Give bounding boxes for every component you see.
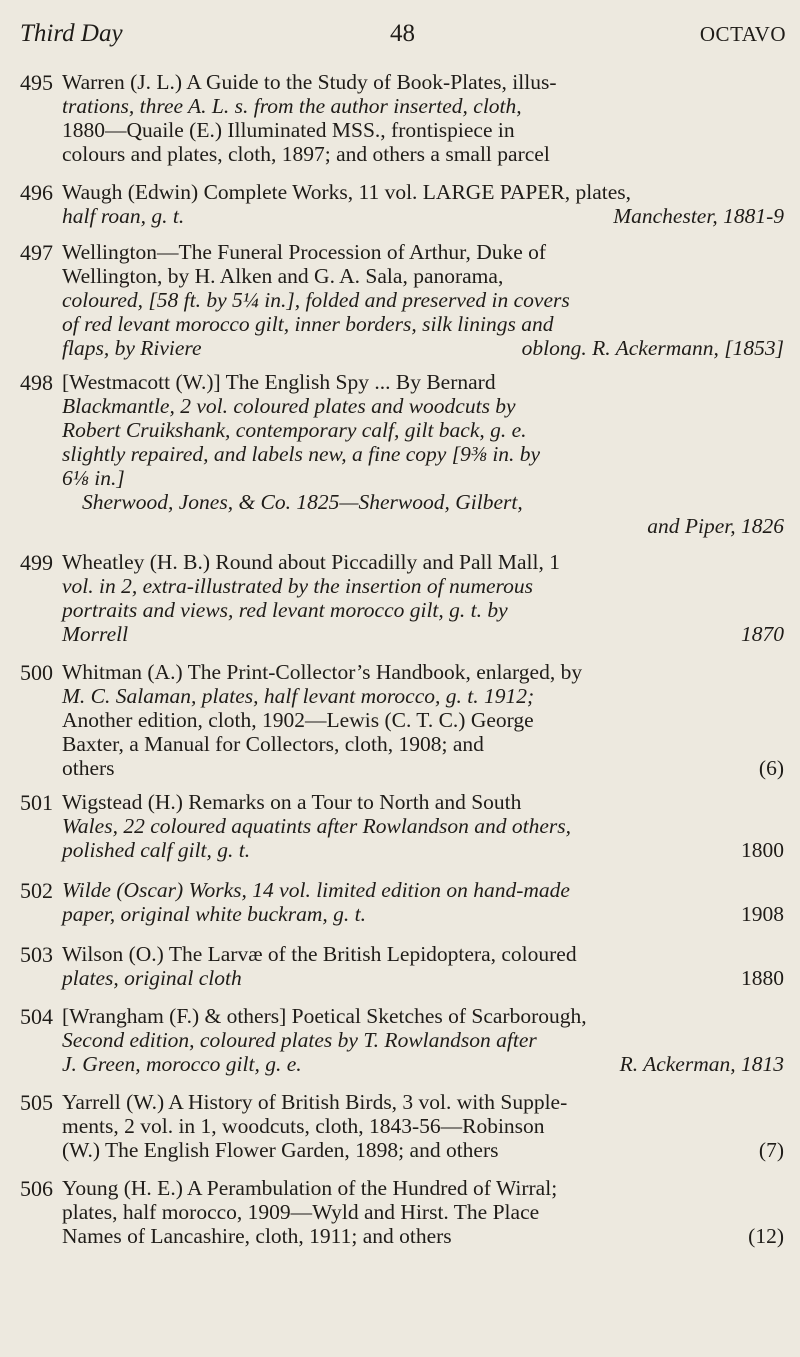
format-label: OCTAVO xyxy=(699,22,786,46)
section-title: Third Day xyxy=(20,20,123,47)
lot-line: and Piper, 1826 xyxy=(647,514,784,538)
lot-line xyxy=(62,838,784,862)
lot-line: Wellington—The Funeral Procession of Arthur, Duke of xyxy=(62,240,547,264)
lot-binding: Morrell xyxy=(62,622,129,646)
lot-line: Robert Cruikshank, contemporary calf, gilt back, g. e. xyxy=(62,418,527,442)
lot-description xyxy=(62,1090,784,1162)
lot-description xyxy=(62,70,784,166)
lot-line xyxy=(62,966,784,990)
lot-line: Sherwood, Jones, & Co. 1825—Sherwood, Gilbert, xyxy=(82,490,523,514)
lot-number: 501 xyxy=(20,790,53,815)
lot-line: Baxter, a Manual for Collectors, cloth, 1908; and xyxy=(62,732,484,756)
lot-line: Young (H. E.) A Perambulation of the Hundred of Wirral; xyxy=(62,1176,558,1200)
lot-binding: plates, original cloth xyxy=(62,966,242,990)
lot-description xyxy=(62,1176,784,1248)
lot-line: Blackmantle, 2 vol. coloured plates and woodcuts by xyxy=(62,394,516,418)
lot-line: [Westmacott (W.)] The English Spy ... By Bernard xyxy=(62,370,496,394)
lot-binding: polished calf gilt, g. t. xyxy=(62,838,251,862)
lot-binding: flaps, by Riviere xyxy=(62,336,202,360)
lot-description xyxy=(62,790,784,862)
lot-line: Wigstead (H.) Remarks on a Tour to North and South xyxy=(62,790,522,814)
lot-line xyxy=(62,756,784,780)
lot-description xyxy=(62,1004,784,1076)
lot-line: vol. in 2, extra-illustrated by the insertion of numerous xyxy=(62,574,533,598)
lot-number: 498 xyxy=(20,370,53,395)
lot-imprint: Manchester, 1881-9 xyxy=(613,204,784,228)
lot-description xyxy=(62,180,784,228)
lot-line: of red levant morocco gilt, inner borders, silk linings and xyxy=(62,312,554,336)
lot-imprint: 1800 xyxy=(741,838,784,862)
lot-line: Wheatley (H. B.) Round about Piccadilly and Pall Mall, 1 xyxy=(62,550,560,574)
lot-description xyxy=(62,240,784,360)
lot-imprint: 1880 xyxy=(741,966,784,990)
lot-line: plates, half morocco, 1909—Wyld and Hirst. The Place xyxy=(62,1200,540,1224)
lot-number: 506 xyxy=(20,1176,53,1201)
lot-line: Wilson (O.) The Larvæ of the British Lepidoptera, coloured xyxy=(62,942,577,966)
lot-line xyxy=(62,1224,784,1248)
lot-binding: J. Green, morocco gilt, g. e. xyxy=(62,1052,302,1076)
lot-imprint: oblong. R. Ackermann, [1853] xyxy=(521,336,784,360)
lot-number: 503 xyxy=(20,942,53,967)
lot-line xyxy=(62,1052,784,1076)
lot-line: Wilde (Oscar) Works, 14 vol. limited edition on hand-made xyxy=(62,878,570,902)
lot-number: 504 xyxy=(20,1004,53,1029)
lot-number: 497 xyxy=(20,240,53,265)
lot-imprint: 1870 xyxy=(741,622,784,646)
lot-line: trations, three A. L. s. from the author inserted, cloth, xyxy=(62,94,522,118)
lot-number: 499 xyxy=(20,550,53,575)
lot-binding: paper, original white buckram, g. t. xyxy=(62,902,366,926)
lot-line xyxy=(62,204,784,228)
page-number: 48 xyxy=(390,20,415,47)
lot-number: 500 xyxy=(20,660,53,685)
lot-number: 496 xyxy=(20,180,53,205)
lot-line: [Wrangham (F.) & others] Poetical Sketches of Scarborough, xyxy=(62,1004,587,1028)
lot-line: 1880—Quaile (E.) Illuminated MSS., frontispiece in xyxy=(62,118,515,142)
lot-line: Second edition, coloured plates by T. Rowlandson after xyxy=(62,1028,537,1052)
lot-line: ments, 2 vol. in 1, woodcuts, cloth, 1843-56—Robinson xyxy=(62,1114,545,1138)
lot-line: Another edition, cloth, 1902—Lewis (C. T. C.) George xyxy=(62,708,534,732)
lot-line: Wales, 22 coloured aquatints after Rowlandson and others, xyxy=(62,814,572,838)
lot-binding: (W.) The English Flower Garden, 1898; and others xyxy=(62,1138,499,1162)
lot-description xyxy=(62,942,784,990)
lot-binding: half roan, g. t. xyxy=(62,204,185,228)
lot-line: 6⅛ in.] xyxy=(62,466,125,490)
lot-line: Wellington, by H. Alken and G. A. Sala, panorama, xyxy=(62,264,504,288)
lot-line: Whitman (A.) The Print-Collector’s Handbook, enlarged, by xyxy=(62,660,583,684)
lot-line: Waugh (Edwin) Complete Works, 11 vol. LARGE PAPER, plates, xyxy=(62,180,632,204)
lot-description xyxy=(62,878,784,926)
lot-line: slightly repaired, and labels new, a fine copy [9⅜ in. by xyxy=(62,442,541,466)
page-header xyxy=(20,20,786,50)
lot-line: coloured, [58 ft. by 5¼ in.], folded and preserved in covers xyxy=(62,288,570,312)
lot-count: (6) xyxy=(758,756,784,780)
lot-line: colours and plates, cloth, 1897; and others a small parcel xyxy=(62,142,550,166)
lot-number: 502 xyxy=(20,878,53,903)
lot-description xyxy=(62,660,784,780)
lot-binding: others xyxy=(62,756,115,780)
lot-description xyxy=(62,550,784,646)
lot-line xyxy=(62,902,784,926)
lot-line xyxy=(62,336,784,360)
lot-count: (12) xyxy=(748,1224,784,1248)
lot-binding: Names of Lancashire, cloth, 1911; and others xyxy=(62,1224,452,1248)
lot-line xyxy=(62,622,784,646)
lot-line: M. C. Salaman, plates, half levant morocco, g. t. 1912; xyxy=(62,684,535,708)
lot-line: portraits and views, red levant morocco gilt, g. t. by xyxy=(62,598,508,622)
lot-number: 495 xyxy=(20,70,53,95)
lot-imprint: R. Ackerman, 1813 xyxy=(619,1052,784,1076)
lot-number: 505 xyxy=(20,1090,53,1115)
lot-description xyxy=(62,370,784,538)
lot-line: Warren (J. L.) A Guide to the Study of Book-Plates, illus- xyxy=(62,70,557,94)
lot-line xyxy=(62,1138,784,1162)
lot-count: (7) xyxy=(758,1138,784,1162)
lot-imprint: 1908 xyxy=(741,902,784,926)
lot-line: Yarrell (W.) A History of British Birds, 3 vol. with Supple- xyxy=(62,1090,568,1114)
